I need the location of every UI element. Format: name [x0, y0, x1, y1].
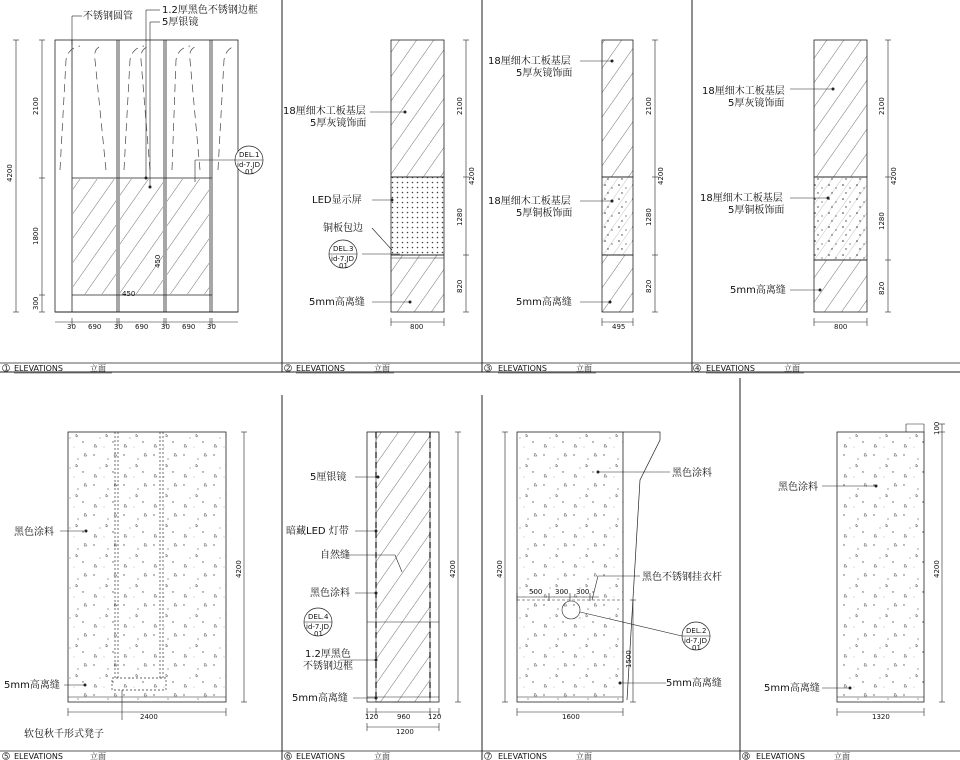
- dim-h-960: 960: [397, 713, 411, 721]
- dim-4200: 4200: [657, 167, 665, 185]
- title-cn: 立面: [784, 364, 800, 373]
- dim-2100: 2100: [32, 97, 40, 115]
- title-cn: 立面: [374, 752, 390, 760]
- dim-2100: 2100: [878, 97, 886, 115]
- title-number: 1: [4, 364, 9, 373]
- title-code: ELEVATIONS: [498, 752, 547, 760]
- elevation-panel-3: [488, 40, 665, 331]
- title-strip-6: [282, 751, 482, 760]
- label-bench: 软包秋千形式凳子: [24, 729, 104, 740]
- dim-h-30: 30: [67, 323, 76, 331]
- title-strip-8: [740, 751, 960, 760]
- title-cn: 立面: [90, 364, 106, 373]
- dim-4200: 4200: [496, 560, 504, 578]
- detail-tag-top: DEL.1: [239, 151, 260, 159]
- label-rod: 黑色不锈钢挂衣杆: [642, 572, 722, 583]
- title-cn: 立面: [576, 364, 592, 373]
- elevation-panel-1: [6, 3, 263, 331]
- detail-tag-mid: id-7.JD: [331, 255, 355, 263]
- dim-h-690: 690: [88, 323, 102, 331]
- label-frame2: 不锈钢边框: [303, 661, 353, 672]
- label-led: LED显示屏: [312, 195, 362, 206]
- note-450b: 450: [122, 290, 136, 298]
- dim-1280: 1280: [456, 208, 464, 226]
- label-frame: 1.2厚黑色不锈钢边框: [162, 5, 258, 16]
- dim-h-690: 690: [182, 323, 196, 331]
- dim-h-690: 690: [135, 323, 149, 331]
- label-edge: 铜板包边: [323, 223, 363, 234]
- dim-h-300: 300: [555, 588, 569, 596]
- label-base2: 18厘细木工板基层: [700, 193, 783, 204]
- title-code: ELEVATIONS: [756, 752, 805, 760]
- dim-1500: 1500: [625, 650, 633, 668]
- title-number: 7: [486, 752, 491, 760]
- title-strip-5: [0, 751, 282, 760]
- dim-h-120: 120: [365, 713, 379, 721]
- dim-2100: 2100: [645, 97, 653, 115]
- title-cn: 立面: [834, 752, 850, 760]
- title-code: ELEVATIONS: [14, 364, 63, 373]
- elevation-panel-2: [283, 40, 476, 331]
- elevation-panel-7: [496, 432, 722, 721]
- label-gap: 5mm高离缝: [516, 297, 572, 308]
- label-seam: 自然缝: [320, 550, 350, 561]
- detail-tag-mid: id-7.JD: [684, 637, 708, 645]
- label-led: 暗藏LED 灯带: [286, 526, 349, 537]
- dim-1800: 1800: [32, 227, 40, 245]
- dim-width: 800: [410, 323, 424, 331]
- title-code: ELEVATIONS: [296, 752, 345, 760]
- label-finish1: 5厚灰镜饰面: [516, 68, 573, 79]
- label-steel-tube: 不锈钢圆管: [83, 11, 133, 22]
- label-mirror: 5厘银镜: [310, 472, 347, 483]
- label-finish2: 5厚铜板饰面: [728, 205, 785, 216]
- dim-100: 100: [933, 421, 941, 435]
- dim-width: 800: [834, 323, 848, 331]
- dim-820: 820: [878, 281, 886, 295]
- dim-820: 820: [645, 279, 653, 293]
- dim-1280: 1280: [645, 208, 653, 226]
- dim-h-120: 120: [428, 713, 442, 721]
- label-gap: 5mm高离缝: [764, 683, 820, 694]
- label-gap: 5mm高离缝: [666, 678, 722, 689]
- detail-tag-del1[interactable]: [195, 146, 263, 182]
- dim-820: 820: [456, 279, 464, 293]
- title-number: 6: [286, 752, 291, 760]
- title-code: ELEVATIONS: [296, 364, 345, 373]
- label-paint: 黑色涂料: [14, 527, 54, 538]
- label-base: 18厘细木工板基层: [283, 106, 366, 117]
- dim-width: 1320: [872, 713, 890, 721]
- label-paint: 黑色涂料: [672, 468, 712, 479]
- label-base1: 18厘细木工板基层: [488, 56, 571, 67]
- dim-300: 300: [32, 296, 40, 310]
- title-number: 3: [486, 364, 491, 373]
- title-cn: 立面: [374, 364, 390, 373]
- detail-tag-top: DEL.3: [333, 245, 354, 253]
- dim-4200: 4200: [933, 560, 941, 578]
- detail-tag-del2[interactable]: [682, 622, 710, 652]
- label-finish2: 5厚铜板饰面: [516, 208, 573, 219]
- dim-4200: 4200: [890, 167, 898, 185]
- dim-h-30: 30: [207, 323, 216, 331]
- detail-tag-bot: 01: [692, 644, 701, 652]
- detail-tag-top: DEL.4: [308, 613, 329, 621]
- label-frame1: 1.2厚黑色: [305, 649, 351, 660]
- elevation-panel-4: [700, 40, 898, 331]
- detail-tag-del4[interactable]: [304, 608, 332, 638]
- title-number: 4: [695, 364, 700, 373]
- label-finish1: 5厚灰镜饰面: [728, 98, 785, 109]
- dim-4200: 4200: [468, 167, 476, 185]
- dim-h-30: 30: [114, 323, 123, 331]
- title-code: ELEVATIONS: [498, 364, 547, 373]
- detail-tag-bot: 01: [339, 262, 348, 270]
- label-paint: 黑色涂料: [778, 482, 818, 493]
- detail-tag-del3[interactable]: [329, 240, 357, 270]
- dim-width: 1200: [396, 728, 414, 736]
- dim-4200: 4200: [6, 164, 14, 182]
- label-gap: 5mm高离缝: [309, 297, 365, 308]
- detail-tag-mid: id-7.JD: [237, 161, 261, 169]
- title-cn: 立面: [90, 752, 106, 760]
- dim-2100: 2100: [456, 97, 464, 115]
- label-base2: 18厘细木工板基层: [488, 196, 571, 207]
- dim-width: 1600: [562, 713, 580, 721]
- dim-1280: 1280: [878, 212, 886, 230]
- dim-h-30: 30: [161, 323, 170, 331]
- title-code: ELEVATIONS: [14, 752, 63, 760]
- dim-h-300: 300: [576, 588, 590, 596]
- elevation-panel-6: [286, 432, 461, 736]
- title-cn: 立面: [576, 752, 592, 760]
- label-gap: 5mm高离缝: [4, 680, 60, 691]
- label-mirror: 5厚银镜: [162, 17, 199, 28]
- elevation-panel-8: [764, 422, 945, 721]
- title-number: 5: [4, 752, 9, 760]
- dim-width: 495: [612, 323, 626, 331]
- label-base1: 18厘细木工板基层: [702, 86, 785, 97]
- dim-4200: 4200: [449, 560, 457, 578]
- dim-4200: 4200: [235, 560, 243, 578]
- title-code: ELEVATIONS: [706, 364, 755, 373]
- note-450: 450: [154, 254, 162, 268]
- detail-tag-bot: 01: [314, 630, 323, 638]
- label-paint: 黑色涂料: [310, 588, 350, 599]
- dim-h-500: 500: [529, 588, 543, 596]
- dim-width: 2400: [140, 713, 158, 721]
- title-strip-7: [482, 751, 740, 760]
- label-gap: 5mm高离缝: [292, 693, 348, 704]
- detail-tag-top: DEL.2: [686, 627, 707, 635]
- detail-tag-mid: id-7.JD: [306, 623, 330, 631]
- title-number: 8: [744, 752, 749, 760]
- detail-tag-bot: 01: [245, 168, 254, 176]
- elevation-panel-5: [4, 432, 247, 740]
- label-gap: 5mm高离缝: [730, 285, 786, 296]
- title-number: 2: [286, 364, 291, 373]
- label-finish: 5厚灰镜饰面: [310, 118, 367, 129]
